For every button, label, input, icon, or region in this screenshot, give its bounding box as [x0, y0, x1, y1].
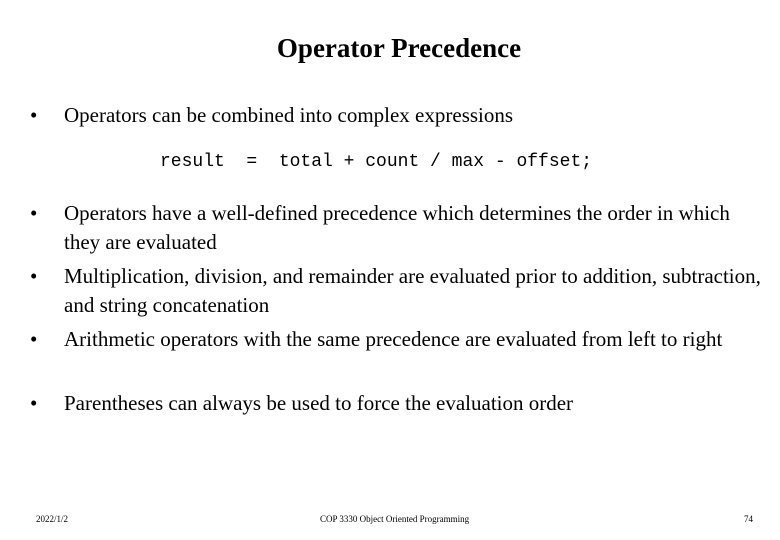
footer-date: 2022/1/2	[36, 514, 69, 524]
bullet-text: Multiplication, division, and remainder are evaluated prior to addition, subtraction, and string concatenation	[64, 264, 761, 317]
bullet-symbol: •	[30, 327, 38, 351]
bullet-symbol: •	[30, 264, 38, 288]
bullet-text: Arithmetic operators with the same precedence are evaluated from left to right	[64, 327, 723, 351]
bullet-item	[30, 199, 770, 257]
footer-page-number: 74	[744, 514, 753, 524]
bullet-symbol: •	[30, 201, 38, 225]
slide-title: Operator Precedence	[276, 33, 522, 63]
bullet-symbol: •	[30, 391, 38, 415]
bullet-item-intro	[30, 101, 770, 130]
bullet-item	[30, 389, 770, 418]
bullet-symbol: •	[30, 103, 38, 127]
code-example: result = total + count / max - offset;	[160, 152, 593, 172]
bullet-text: Operators have a well-defined precedence which determines the order in which they are evaluated	[64, 201, 730, 254]
bullet-item	[30, 262, 770, 320]
bullet-text: Parentheses can always be used to force the evaluation order	[64, 391, 574, 415]
bullet-item	[30, 325, 770, 354]
footer-course-name: COP 3330 Object Oriented Programming	[320, 514, 470, 524]
bullet-text: Operators can be combined into complex expressions	[64, 103, 514, 127]
